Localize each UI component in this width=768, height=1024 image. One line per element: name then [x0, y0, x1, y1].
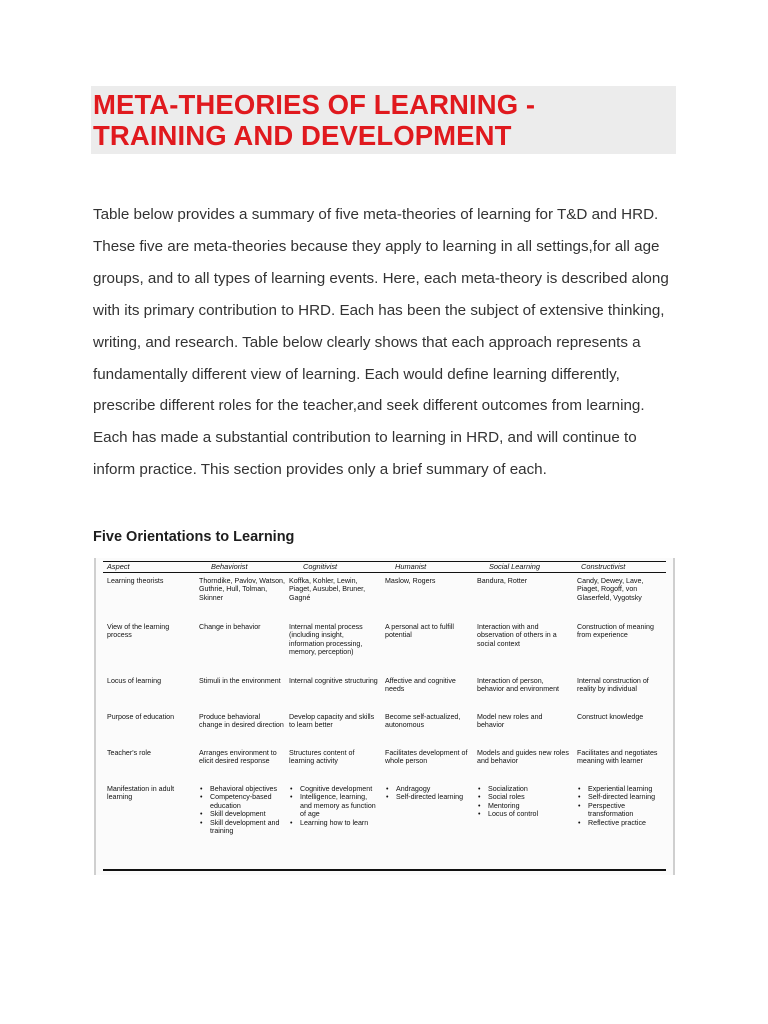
- bullet-item: • Competency-based education: [199, 793, 285, 810]
- row-view-constructivist: Construction of meaning from experience: [577, 623, 654, 640]
- row-role-aspect: Teacher's role: [107, 749, 151, 757]
- orientations-table: [94, 558, 675, 875]
- row-locus-behaviorist: Stimuli in the environment: [199, 677, 281, 685]
- header-cognitivist: Cognitivist: [303, 562, 338, 571]
- bullet-item: • Locus of control: [477, 810, 569, 818]
- row-manifestation-constructivist: [577, 785, 665, 827]
- row-theorists-cognitivist: Koffka, Kohler, Lewin, Piaget, Ausubel, Bruner, Gagné: [289, 577, 366, 602]
- bullet-item: • Experiential learning: [577, 785, 665, 793]
- bullet-item: • Behavioral objectives: [199, 785, 285, 793]
- table-body: [103, 560, 666, 872]
- bullet-item: • Skill development: [199, 810, 285, 818]
- row-theorists-aspect: Learning theorists: [107, 577, 164, 585]
- header-constructivist: Constructivist: [581, 562, 626, 571]
- row-manifestation-cognitivist: [289, 785, 379, 827]
- row-purpose-behaviorist: Produce behavioral change in desired direction: [199, 713, 284, 730]
- bullet-item: • Mentoring: [477, 802, 569, 810]
- row-locus-humanist: Affective and cognitive needs: [385, 677, 456, 694]
- row-view-humanist: A personal act to fulfill potential: [385, 623, 455, 640]
- row-role-cognitivist: Structures content of learning activity: [289, 749, 355, 766]
- row-role-humanist: Facilitates development of whole person: [385, 749, 468, 766]
- row-view-behaviorist: Change in behavior: [199, 623, 261, 631]
- page-title: META-THEORIES OF LEARNING - TRAINING AND DEVELOPMENT: [93, 89, 536, 151]
- row-purpose-aspect: Purpose of education: [107, 713, 175, 721]
- header-aspect: Aspect: [107, 562, 130, 571]
- bullet-item: • Social roles: [477, 793, 569, 801]
- row-theorists-social: Bandura, Rotter: [477, 577, 528, 585]
- table-bottom-rule: [103, 869, 666, 871]
- bullet-item: • Intelligence, learning, and memory as function of age: [289, 793, 379, 818]
- row-purpose-constructivist: Construct knowledge: [577, 713, 644, 721]
- bullet-item: • Andragogy: [385, 785, 473, 793]
- row-role-social: Models and guides new roles and behavior: [477, 749, 569, 766]
- row-purpose-cognitivist: Develop capacity and skills to learn better: [289, 713, 375, 730]
- bullet-item: • Perspective transformation: [577, 802, 665, 819]
- row-role-constructivist: Facilitates and negotiates meaning with learner: [577, 749, 658, 766]
- table-header-rule: [103, 572, 666, 573]
- section-heading: Five Orientations to Learning: [93, 529, 295, 545]
- row-theorists-constructivist: Candy, Dewey, Lave, Piaget, Rogoff, von Glaserfeld, Vygotsky: [577, 577, 644, 602]
- bullet-item: • Skill development and training: [199, 819, 285, 836]
- bullet-item: • Cognitive development: [289, 785, 379, 793]
- bullet-item: • Learning how to learn: [289, 819, 379, 827]
- row-theorists-humanist: Maslow, Rogers: [385, 577, 436, 585]
- row-locus-aspect: Locus of learning: [107, 677, 162, 685]
- row-role-behaviorist: Arranges environment to elicit desired response: [199, 749, 277, 766]
- header-behaviorist: Behaviorist: [211, 562, 248, 571]
- row-view-aspect: View of the learning process: [107, 623, 170, 640]
- title-banner: [91, 86, 676, 154]
- row-manifestation-behaviorist: [199, 785, 285, 835]
- bullet-item: • Socialization: [477, 785, 569, 793]
- row-locus-cognitivist: Internal cognitive structuring: [289, 677, 378, 685]
- row-locus-social: Interaction of person, behavior and environment: [477, 677, 560, 694]
- row-locus-constructivist: Internal construction of reality by individual: [577, 677, 649, 694]
- row-manifestation-social: [477, 785, 569, 819]
- row-view-cognitivist: Internal mental process (including insight, information processing, memory, perception): [289, 623, 363, 657]
- bullet-item: • Self-directed learning: [385, 793, 473, 801]
- header-social-learning: Social Learning: [489, 562, 540, 571]
- row-purpose-humanist: Become self-actualized, autonomous: [385, 713, 461, 730]
- bullet-item: • Self-directed learning: [577, 793, 665, 801]
- row-manifestation-humanist: [385, 785, 473, 802]
- row-view-social: Interaction with and observation of others in a social context: [477, 623, 557, 648]
- row-manifestation-aspect: Manifestation in adult learning: [107, 785, 175, 802]
- bullet-item: • Reflective practice: [577, 819, 665, 827]
- intro-paragraph: Table below provides a summary of five meta-theories of learning for T&D and HRD. These five are meta-theories because they apply to learning in all settings,for all age groups, and to all types of learning events. Here, each meta-theory is described along with its primary contribution to HRD. Each has been the subject of extensive thinking, writing, and research. Table below clearly shows that each approach represents a fundamentally different view of learning. Each would define learning differently, prescribe different roles for the teacher,and seek different outcomes from learning. Each has made a substantial contribution to learning in HRD, and will continue to inform practice. This section provides only a brief summary of each.: [93, 206, 669, 479]
- row-purpose-social: Model new roles and behavior: [477, 713, 543, 730]
- row-theorists-behaviorist: Thorndike, Pavlov, Watson, Guthrie, Hull, Tolman, Skinner: [199, 577, 285, 602]
- header-humanist: Humanist: [395, 562, 427, 571]
